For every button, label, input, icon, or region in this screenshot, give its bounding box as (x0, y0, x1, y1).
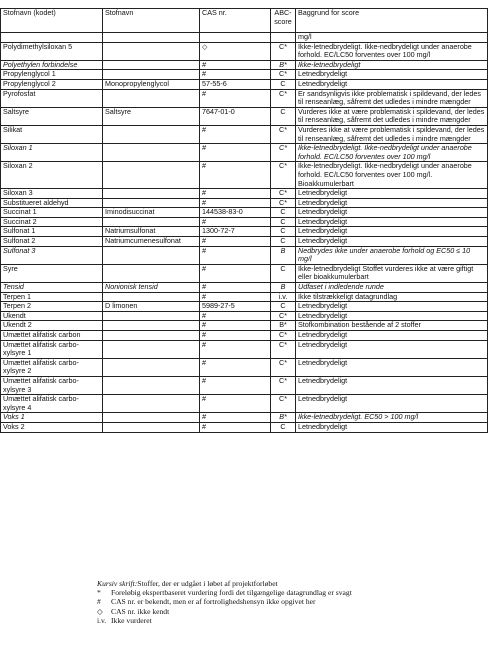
cell-reason: Letnedbrydeligt (296, 395, 488, 413)
cell-name: Iminodisuccinat (103, 208, 200, 218)
cell-name (103, 331, 200, 341)
cell-reason: Ikke-letnedbrydeligt. Ikke-nedbrydeligt under anaerobe forhold. EC/LC50 forventes over 100 mg/l. Bioakkumulerbart (296, 162, 488, 189)
table-row (1, 302, 488, 312)
cell-cas: 1300-72-7 (200, 227, 271, 237)
cell-code: Ukendt (1, 311, 103, 321)
cell-code: Umættet alifatisk carbo-xylsyre 1 (1, 340, 103, 358)
cell-cas: # (200, 125, 271, 143)
table-row (1, 144, 488, 162)
cell-reason: Ikke-letnedbrydeligt Stoffet vurderes ikke at være giftigt eller bioakkumulerbart (296, 264, 488, 282)
footnote-lead (97, 579, 352, 588)
cell-reason: Ikke-letnedbrydeligt. EC50 > 100 mg/l (296, 413, 488, 423)
cell-cas: 57-55-6 (200, 79, 271, 89)
cell-cas: # (200, 89, 271, 107)
table-row (1, 70, 488, 80)
cell-reason: Letnedbrydeligt (296, 189, 488, 199)
table-row (1, 107, 488, 125)
table-row (1, 79, 488, 89)
cell-cas: # (200, 311, 271, 321)
table-row (1, 227, 488, 237)
cell-code: Saltsyre (1, 107, 103, 125)
header-cas: CAS nr. (200, 9, 271, 33)
score-table (0, 8, 488, 433)
cell-cas: # (200, 189, 271, 199)
cell-abc: B (271, 246, 296, 264)
cell-cas: # (200, 283, 271, 293)
footnote-text: Ikke vurderet (111, 615, 152, 625)
cell-reason: Ikke tilstrækkeligt datagrundlag (296, 292, 488, 302)
cell-reason: Letnedbrydeligt (296, 422, 488, 432)
cell-reason: Letnedbrydeligt (296, 227, 488, 237)
table-row (1, 340, 488, 358)
cell-name (103, 144, 200, 162)
header-reason: Baggrund for score (296, 9, 488, 33)
header-name: Stofnavn (103, 9, 200, 33)
cell-cas: # (200, 246, 271, 264)
cell-code: Succinat 1 (1, 208, 103, 218)
footnote-symbol: ◇ (97, 606, 103, 616)
cell-code: Terpen 1 (1, 292, 103, 302)
cell-name (103, 60, 200, 70)
cell-abc: C* (271, 358, 296, 376)
cell-name: Nonionisk tensid (103, 283, 200, 293)
cell-code: Umættet alifatisk carbon (1, 331, 103, 341)
cell-abc: B* (271, 60, 296, 70)
footnote-text: CAS nr. ikke kendt (111, 606, 170, 616)
cell-abc: C* (271, 125, 296, 143)
table-row (1, 89, 488, 107)
cell-reason: Letnedbrydeligt (296, 376, 488, 394)
cell-abc: C* (271, 340, 296, 358)
table-row (1, 33, 488, 43)
cell-code: Umættet alifatisk carbo-xylsyre 2 (1, 358, 103, 376)
cell-code: Terpen 2 (1, 302, 103, 312)
cell-cas: 7647-01-0 (200, 107, 271, 125)
cell-abc: C (271, 264, 296, 282)
cell-cas: # (200, 340, 271, 358)
table-header-row (1, 9, 488, 33)
table-row (1, 331, 488, 341)
cell-reason: mg/l (296, 33, 488, 43)
cell-name: Monopropylenglycol (103, 79, 200, 89)
cell-name (103, 217, 200, 227)
cell-name: Natriumcumenesulfonat (103, 237, 200, 247)
cell-name (103, 311, 200, 321)
cell-abc: C* (271, 70, 296, 80)
cell-abc: C (271, 227, 296, 237)
cell-name (103, 189, 200, 199)
cell-abc: C (271, 422, 296, 432)
cell-cas (200, 33, 271, 43)
cell-reason: Letnedbrydeligt (296, 331, 488, 341)
cell-abc: C* (271, 189, 296, 199)
footnote-text: CAS nr. er bekendt, men er af fortrolighedshensyn ikke opgivet her (111, 597, 316, 607)
cell-cas: # (200, 331, 271, 341)
table-row (1, 246, 488, 264)
cell-abc: C (271, 302, 296, 312)
cell-reason: Ikke-letnedbrydeligt (296, 60, 488, 70)
table-row (1, 292, 488, 302)
cell-abc: C* (271, 395, 296, 413)
cell-abc: C* (271, 42, 296, 60)
cell-code: Ukendt 2 (1, 321, 103, 331)
footnote-item (97, 588, 352, 597)
table-row (1, 189, 488, 199)
cell-cas: # (200, 70, 271, 80)
cell-code: Tensid (1, 283, 103, 293)
cell-name (103, 162, 200, 189)
table-row (1, 283, 488, 293)
cell-name (103, 125, 200, 143)
footnote-symbol: # (97, 597, 101, 607)
cell-abc: C* (271, 162, 296, 189)
table-row (1, 422, 488, 432)
cell-code: Succinat 2 (1, 217, 103, 227)
cell-abc: C (271, 107, 296, 125)
table-row (1, 358, 488, 376)
cell-cas: # (200, 198, 271, 208)
cell-abc: C* (271, 89, 296, 107)
header-code: Stofnavn (kodet) (1, 9, 103, 33)
cell-abc: B* (271, 321, 296, 331)
cell-code: Polydimethylsiloxan 5 (1, 42, 103, 60)
cell-cas: # (200, 162, 271, 189)
cell-cas: # (200, 376, 271, 394)
cell-reason: Nedbrydes ikke under anaerobe forhold og EC50 ≤ 10 mg/l (296, 246, 488, 264)
cell-reason: Letnedbrydeligt (296, 70, 488, 80)
cell-code: Siloxan 1 (1, 144, 103, 162)
cell-abc: C (271, 208, 296, 218)
table-row (1, 162, 488, 189)
table-row (1, 198, 488, 208)
cell-reason: Letnedbrydeligt (296, 340, 488, 358)
cell-cas: 5989-27-5 (200, 302, 271, 312)
table-row (1, 376, 488, 394)
cell-abc: C (271, 217, 296, 227)
cell-code: Propylenglycol 2 (1, 79, 103, 89)
cell-reason: Letnedbrydeligt (296, 237, 488, 247)
footnote-lead-italic: Kursiv skrift: (97, 579, 138, 588)
cell-name (103, 413, 200, 423)
cell-name (103, 42, 200, 60)
cell-cas: # (200, 358, 271, 376)
cell-cas: # (200, 413, 271, 423)
cell-code: Voks 1 (1, 413, 103, 423)
cell-code: Silikat (1, 125, 103, 143)
footnote-symbol: * (97, 588, 101, 598)
cell-name (103, 358, 200, 376)
table-row (1, 125, 488, 143)
cell-abc: C (271, 237, 296, 247)
cell-abc: C* (271, 198, 296, 208)
cell-reason: Letnedbrydeligt (296, 208, 488, 218)
cell-code: Umættet alifatisk carbo-xylsyre 4 (1, 395, 103, 413)
cell-name (103, 422, 200, 432)
footnote-lead-text: Stoffer, der er udgået i løbet af projektforløbet (137, 579, 278, 588)
cell-cas: # (200, 144, 271, 162)
cell-reason: Udfaset i indledende runde (296, 283, 488, 293)
cell-name (103, 70, 200, 80)
table-row (1, 413, 488, 423)
cell-code: Sulfonat 2 (1, 237, 103, 247)
cell-name (103, 376, 200, 394)
cell-cas: # (200, 321, 271, 331)
cell-name (103, 89, 200, 107)
cell-code: Sulfonat 1 (1, 227, 103, 237)
cell-name (103, 292, 200, 302)
cell-cas: # (200, 292, 271, 302)
table-row (1, 311, 488, 321)
cell-abc: C (271, 79, 296, 89)
cell-name (103, 264, 200, 282)
cell-abc: C* (271, 144, 296, 162)
cell-code: Sulfonat 3 (1, 246, 103, 264)
cell-reason: Er sandsynligvis ikke problematisk i spildevand, der ledes til renseanlæg, såfremt det udledes i mindre mængder (296, 89, 488, 107)
cell-cas: ◇ (200, 42, 271, 60)
cell-name (103, 33, 200, 43)
table-row (1, 264, 488, 282)
cell-abc (271, 33, 296, 43)
cell-cas: # (200, 264, 271, 282)
table-row (1, 208, 488, 218)
cell-name (103, 198, 200, 208)
cell-cas: # (200, 60, 271, 70)
cell-code: Siloxan 2 (1, 162, 103, 189)
header-abc: ABC- score (271, 9, 296, 33)
table-row (1, 42, 488, 60)
table-row (1, 237, 488, 247)
cell-code: Polyethylen forbindelse (1, 60, 103, 70)
cell-reason: Letnedbrydeligt (296, 217, 488, 227)
cell-name (103, 340, 200, 358)
cell-reason: Vurderes ikke at være problematisk i spildevand, der ledes til renseanlæg, såfremt det udledes i mindre mængder (296, 107, 488, 125)
cell-reason: Vurderes ikke at være problematisk i spildevand, der ledes til renseanlæg, såfremt det udledes i mindre mængder (296, 125, 488, 143)
table-row (1, 395, 488, 413)
cell-reason: Letnedbrydeligt (296, 311, 488, 321)
cell-abc: B (271, 283, 296, 293)
cell-code: Voks 2 (1, 422, 103, 432)
cell-code: Propylenglycol 1 (1, 70, 103, 80)
cell-name (103, 246, 200, 264)
cell-cas: # (200, 395, 271, 413)
cell-reason: Ikke-letnedbrydeligt. Ikke-nedbrydeligt under anaerobe forhold. EC/LC50 forventes over 100 mg/l (296, 144, 488, 162)
cell-reason: Letnedbrydeligt (296, 79, 488, 89)
cell-name (103, 321, 200, 331)
cell-name: D limonen (103, 302, 200, 312)
cell-code: Substitueret aldehyd (1, 198, 103, 208)
cell-name: Natriumsulfonat (103, 227, 200, 237)
cell-cas: # (200, 237, 271, 247)
cell-cas: # (200, 422, 271, 432)
table-row (1, 60, 488, 70)
cell-reason: Letnedbrydeligt (296, 302, 488, 312)
cell-reason: Letnedbrydeligt (296, 198, 488, 208)
cell-name: Saltsyre (103, 107, 200, 125)
cell-abc: C* (271, 311, 296, 321)
cell-abc: C* (271, 376, 296, 394)
table-row (1, 321, 488, 331)
footnote-item (97, 597, 352, 606)
cell-cas: 144538-83-0 (200, 208, 271, 218)
cell-reason: Ikke-letnedbrydeligt. Ikke-nedbrydeligt under anaerobe forhold. EC/LC50 forventes over 100 mg/l (296, 42, 488, 60)
footnote-text: Foreløbig ekspertbaseret vurdering fordi det tilgængelige datagrundlag er svagt (111, 588, 352, 598)
footnote-item (97, 607, 352, 616)
cell-code (1, 33, 103, 43)
cell-reason: Stofkombination bestående af 2 stoffer (296, 321, 488, 331)
footnote-item (97, 616, 352, 625)
cell-abc: B* (271, 413, 296, 423)
cell-cas: # (200, 217, 271, 227)
cell-code: Umættet alifatisk carbo-xylsyre 3 (1, 376, 103, 394)
cell-code: Pyrofosfat (1, 89, 103, 107)
footnote-symbol: i.v. (97, 615, 107, 625)
cell-code: Syre (1, 264, 103, 282)
cell-code: Siloxan 3 (1, 189, 103, 199)
cell-abc: C* (271, 331, 296, 341)
table-row (1, 217, 488, 227)
cell-reason: Letnedbrydeligt (296, 358, 488, 376)
footnotes (97, 579, 352, 625)
cell-abc: i.v. (271, 292, 296, 302)
cell-name (103, 395, 200, 413)
